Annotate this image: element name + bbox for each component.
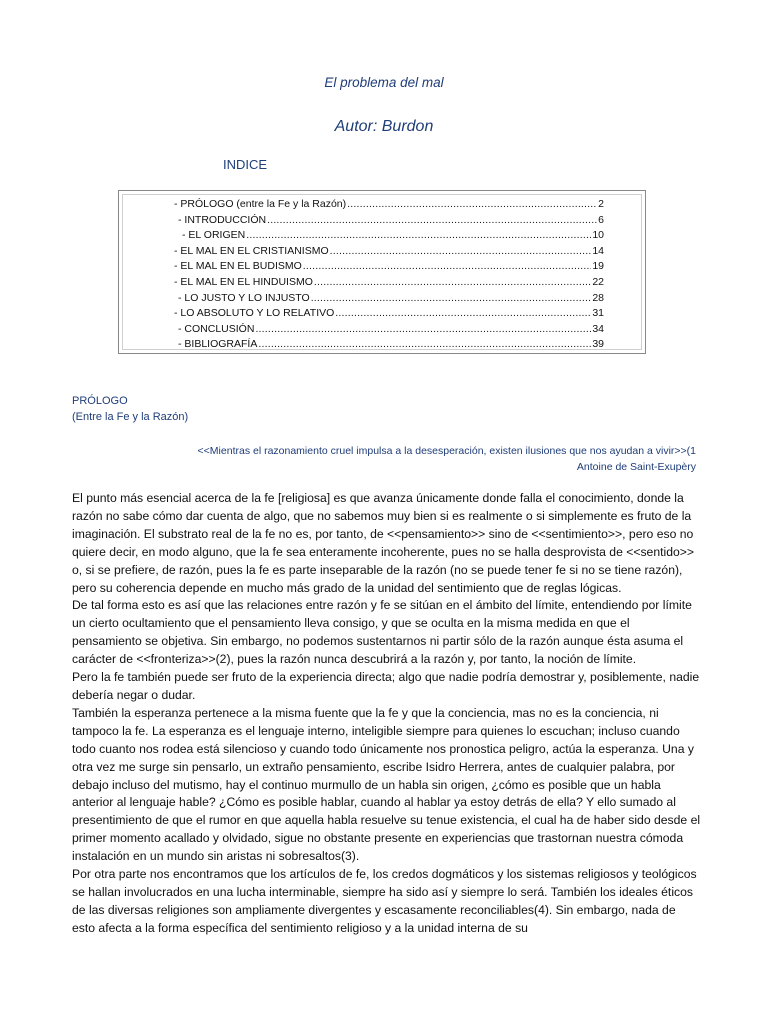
toc-entry-page: 34 xyxy=(592,322,604,335)
toc-entry-page: 31 xyxy=(592,307,604,320)
toc-leader-dots xyxy=(347,197,597,213)
toc-leader-dots xyxy=(330,244,592,260)
index-heading: INDICE xyxy=(223,157,268,172)
toc-entry-page: 19 xyxy=(592,260,604,273)
toc-leader-dots xyxy=(258,337,591,353)
toc-entry-label: - EL ORIGEN xyxy=(182,229,246,242)
toc-entry-page: 39 xyxy=(592,338,604,351)
document-author: Autor: Burdon xyxy=(334,118,434,135)
toc-entry-label: - LO ABSOLUTO Y LO RELATIVO xyxy=(174,307,335,320)
toc-entry-label: - LO JUSTO Y LO INJUSTO xyxy=(178,291,310,304)
toc-entry[interactable] xyxy=(174,228,604,244)
toc-entry-page: 22 xyxy=(592,275,604,288)
epigraph-attribution: Antoine de Saint-Exupèry xyxy=(576,461,696,473)
body-paragraph: De tal forma esto es así que las relaciones entre razón y fe se sitúan en el ámbito del límite, entendiendo por límite un cierto ocultamiento que el pensamiento lleva consigo, y que se oculta en la misma medida en que el pensamiento se objetiva. Sin embargo, no podemos sustentarnos ni partir sólo de la razón aunque ésta asuma el carácter de <<fronteriza>>(2), pues la razón nunca descubrirá a la razón y, por tanto, la noción de límite. xyxy=(72,598,692,667)
document-title: El problema del mal xyxy=(324,75,444,90)
toc-leader-dots xyxy=(335,306,591,322)
body-paragraph: Pero la fe también puede ser fruto de la experiencia directa; algo que nadie podría demostrar y, posiblemente, nadie debería negar o dudar. xyxy=(72,670,700,702)
toc-entry[interactable] xyxy=(174,306,604,322)
body-paragraph: También la esperanza pertenece a la misma fuente que la fe y que la conciencia, mas no es la conciencia, ni tampoco la fe. La esperanza es el lenguaje interno, inteligible siempre para quienes lo escuchan; incluso cuando todo cuanto nos rodea está silencioso y cuando todo únicamente nos pronostica peligro, actúa la esperanza. Una y otra vez me surge sin pensarlo, un extraño pensamiento, escribe Isidro Herrera, antes de cualquier palabra, por debajo incluso del mutismo, hay el continuo murmullo de un habla sin origen, ¿cómo es posible que un habla anterior al lenguaje hable? ¿Cómo es posible hablar, cuando al hablar ya estoy detrás de ella? Y ello sumado al presentimiento de que el rumor en que aquella habla resuelve su tenue existencia, el cual ha de haber sido desde el primer momento acallado y olvidado, sigue no obstante presente en experiencias que trastornan nuestra cómoda instalación en un mundo sin aristas ni sobresaltos(3). xyxy=(72,705,701,864)
toc-entry-label: - EL MAL EN EL HINDUISMO xyxy=(174,275,313,288)
toc-leader-dots xyxy=(314,275,591,291)
section-subheading: (Entre la Fe y la Razón) xyxy=(72,411,189,423)
toc-entry-label: - PRÓLOGO (entre la Fe y la Razón) xyxy=(174,198,347,210)
toc-leader-dots xyxy=(311,291,592,307)
toc-entry-label: - EL MAL EN EL BUDISMO xyxy=(174,260,302,273)
epigraph-text: <<Mientras el razonamiento cruel impulsa a la desesperación, existen ilusiones que nos ayudan a vivir>>(1 xyxy=(197,445,696,457)
toc-leader-dots xyxy=(303,259,592,275)
toc-entry-page: 28 xyxy=(592,291,604,304)
toc-leader-dots xyxy=(246,228,591,244)
toc-entry[interactable] xyxy=(174,259,604,275)
toc-leader-dots xyxy=(267,213,597,229)
body-paragraph: Por otra parte nos encontramos que los artículos de fe, los credos dogmáticos y los sistemas religiosos y teológicos se hallan involucrados en una lucha interminable, siempre ha sido así y siempre lo será. También los ideales éticos de las diversas religiones son ampliamente divergentes y escasamente reconciliables(4). Sin embargo, nada de esto afecta a la forma específica del sentimiento religioso y a la unidad interna de su xyxy=(72,867,697,935)
toc-entry[interactable] xyxy=(174,337,604,353)
table-of-contents xyxy=(118,190,646,354)
epigraph xyxy=(96,443,696,475)
toc-entry-page: 10 xyxy=(592,229,604,242)
toc-entry[interactable] xyxy=(174,275,604,291)
toc-entry-label: - EL MAL EN EL CRISTIANISMO xyxy=(174,244,329,257)
section-heading-block xyxy=(72,393,188,425)
toc-entry[interactable] xyxy=(174,244,604,260)
toc-entry-page: 14 xyxy=(592,244,604,257)
body-paragraph: El punto más esencial acerca de la fe [religiosa] es que avanza únicamente donde falla el conocimiento, donde la razón no sabe cómo dar cuenta de algo, que no sabemos muy bien si es realmente o si simplemente es fruto de la imaginación. El substrato real de la fe no es, por tanto, de <<pensamiento>> sino de <<sentimiento>>, pero eso no quiere decir, en modo alguno, que la fe sea enteramente incoherente, pues no se halla desprovista de <<sentido>> o, si se prefiere, de razón, pues la fe es parte inseparable de la razón (no se puede tener fe si no se tiene razón), pero su coherencia depende en mucho más grado de la unidad del sentimiento que de reglas lógicas. xyxy=(72,491,694,595)
toc-entry[interactable] xyxy=(174,322,604,338)
toc-entry-label: - CONCLUSIÓN xyxy=(178,322,255,335)
toc-entry-label: - BIBLIOGRAFÍA xyxy=(178,338,258,351)
toc-entry[interactable] xyxy=(174,197,604,213)
section-heading: PRÓLOGO xyxy=(72,395,128,407)
toc-entry-page: 2 xyxy=(598,198,604,210)
toc-list xyxy=(174,197,604,353)
body-text xyxy=(72,490,702,938)
toc-leader-dots xyxy=(255,322,591,338)
toc-entry-label: - INTRODUCCIÓN xyxy=(178,213,267,226)
toc-entry-page: 6 xyxy=(598,213,604,226)
toc-entry[interactable] xyxy=(174,213,604,229)
toc-entry[interactable] xyxy=(174,291,604,307)
